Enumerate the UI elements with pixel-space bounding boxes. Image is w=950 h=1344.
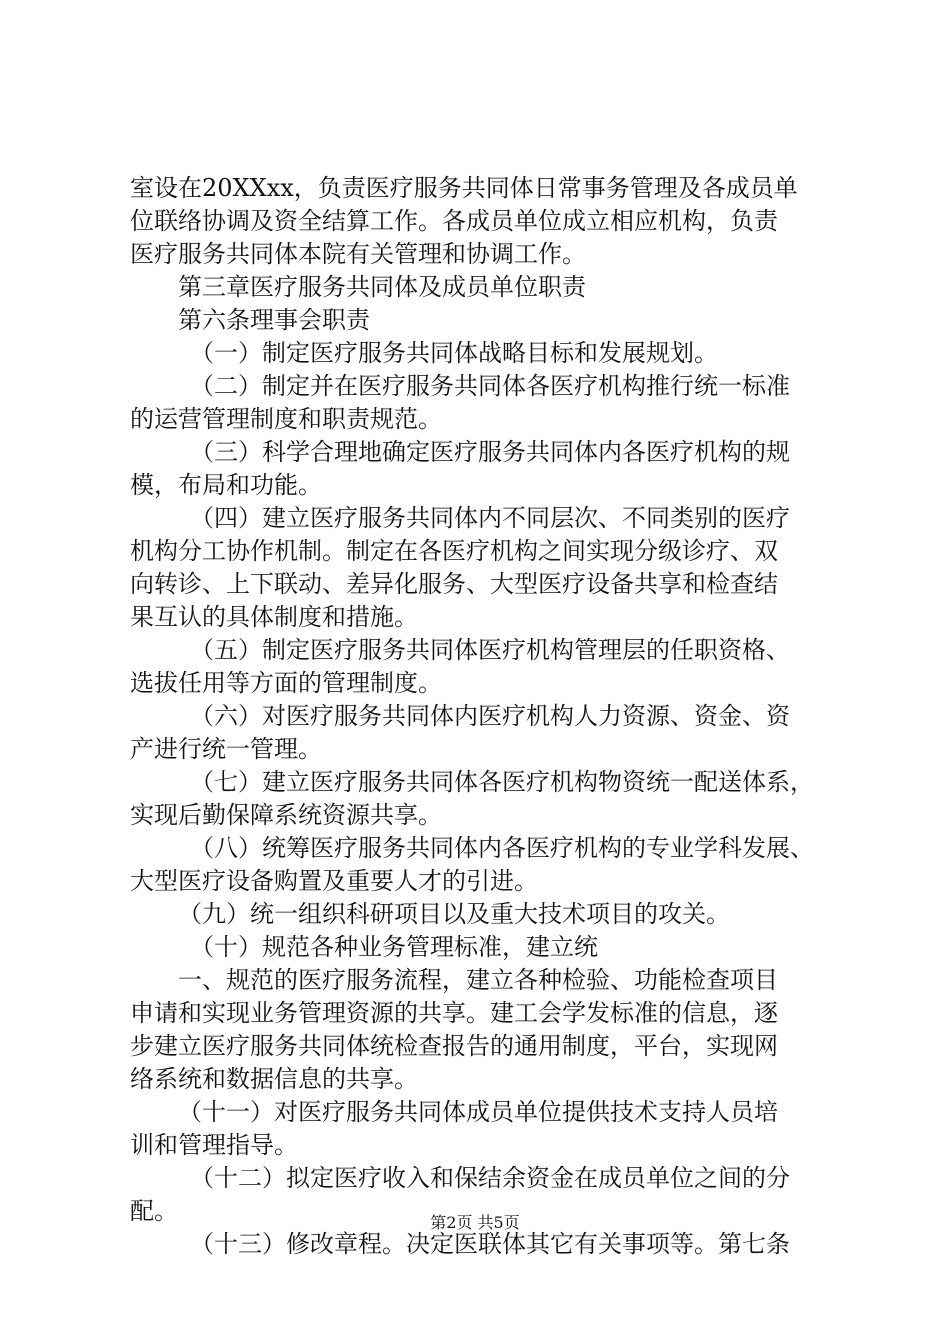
text-line: 大型医疗设备购置及重要人才的引进。 xyxy=(130,867,538,895)
text-line: （四）建立医疗服务共同体内不同层次、不同类别的医疗 xyxy=(190,504,790,532)
text-line: （十二）拟定医疗收入和保结余资金在成员单位之间的分 xyxy=(190,1164,790,1192)
text-line: 训和管理指导。 xyxy=(130,1131,298,1159)
text-line: （五）制定医疗服务共同体医疗机构管理层的任职资格、 xyxy=(190,636,790,664)
text-line: （一）制定医疗服务共同体战略目标和发展规划。 xyxy=(190,339,718,367)
page-number-footer: 第2页 共5页 xyxy=(430,1213,520,1232)
text-line: 申请和实现业务管理资源的共享。建工会学发标准的信息，逐 xyxy=(130,999,778,1027)
text-line: （九）统一组织科研项目以及重大技术项目的攻关。 xyxy=(178,900,730,928)
text-line: （十三）修改章程。决定医联体其它有关事项等。第七条 xyxy=(190,1230,790,1258)
text-line: （七）建立医疗服务共同体各医疗机构物资统一配送体系， xyxy=(190,768,814,796)
chapter-heading: 第三章医疗服务共同体及成员单位职责 xyxy=(178,273,586,301)
text-line: 医疗服务共同体本院有关管理和协调工作。 xyxy=(130,240,586,268)
text-line: 选拔任用等方面的管理制度。 xyxy=(130,669,442,697)
text-line: 配。 xyxy=(130,1197,178,1225)
text-line: 位联络协调及资全结算工作。各成员单位成立相应机构，负责 xyxy=(130,207,778,235)
text-line: （十）规范各种业务管理标准，建立统 xyxy=(190,933,598,961)
text-line: 一、规范的医疗服务流程，建立各种检验、功能检查项目 xyxy=(178,966,778,994)
text-line: （八）统筹医疗服务共同体内各医疗机构的专业学科发展、 xyxy=(190,834,814,862)
text-line: 果互认的具体制度和措施。 xyxy=(130,603,418,631)
document-body xyxy=(130,172,830,1261)
text-line: 向转诊、上下联动、差异化服务、大型医疗设备共享和检查结 xyxy=(130,570,778,598)
text-line: 模，布局和功能。 xyxy=(130,471,322,499)
text-line: （十一）对医疗服务共同体成员单位提供技术支持人员培 xyxy=(178,1098,778,1126)
text-line: 络系统和数据信息的共享。 xyxy=(130,1065,418,1093)
text-line: 的运营管理制度和职责规范。 xyxy=(130,405,442,433)
text-line: 室设在20XXxx，负责医疗服务共同体日常事务管理及各成员单 xyxy=(130,174,798,202)
text-line: 产进行统一管理。 xyxy=(130,735,322,763)
text-line: （三）科学合理地确定医疗服务共同体内各医疗机构的规 xyxy=(190,438,790,466)
text-line: 机构分工协作机制。制定在各医疗机构之间实现分级诊疗、双 xyxy=(130,537,778,565)
text-line: （六）对医疗服务共同体内医疗机构人力资源、资金、资 xyxy=(190,702,790,730)
text-line: 步建立医疗服务共同体统检查报告的通用制度，平台，实现网 xyxy=(130,1032,778,1060)
text-line: （二）制定并在医疗服务共同体各医疗机构推行统一标准 xyxy=(190,372,790,400)
article-heading: 第六条理事会职责 xyxy=(178,306,370,334)
text-line: 实现后勤保障系统资源共享。 xyxy=(130,801,442,829)
